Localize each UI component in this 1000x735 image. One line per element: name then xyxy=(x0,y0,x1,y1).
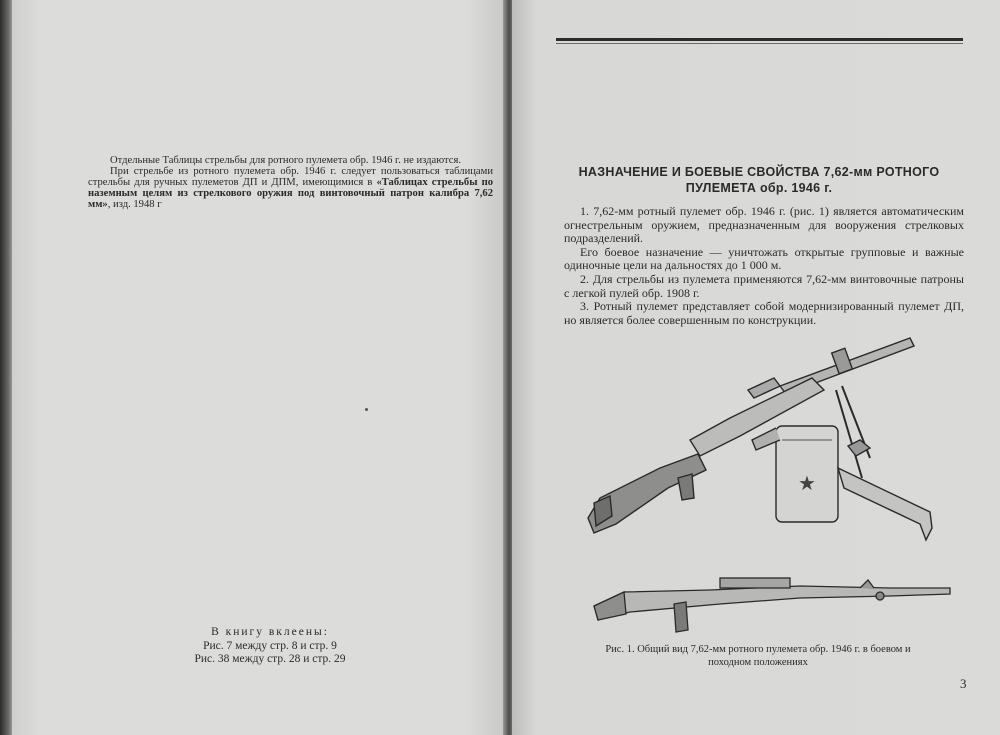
left-page xyxy=(12,0,506,735)
note-text-a: При стрельбе из ротного пулемета обр. 1946 г. следует пользоваться таблицами стрельбы для ручных пулеметов ДП и ДПМ, имеющимися в xyxy=(88,166,493,188)
paragraph-2: Его боевое назначение — уничтожать открытые групповые и важные одиночные цели на дальностях до 1 000 м. xyxy=(564,244,964,273)
figure-caption xyxy=(588,644,928,669)
note-paragraph-2 xyxy=(88,166,493,210)
title-line-1: НАЗНАЧЕНИЕ И БОЕВЫЕ СВОЙСТВА 7,62-мм РОТНОГО xyxy=(578,165,940,179)
inserts-header: В книгу вклеены: xyxy=(211,626,329,638)
caption-label: Рис. 1. xyxy=(605,644,635,655)
machine-gun-combat-illustration xyxy=(580,328,950,553)
inserts-line-1: Рис. 7 между стр. 8 и стр. 9 xyxy=(203,639,337,652)
paper-speck xyxy=(365,408,368,411)
note-text-bold: «Таблицах стрельбы по наземным целям из стрелкового оружия под винтовочный патрон калибра 7,62 мм» xyxy=(88,177,493,210)
header-rule-thin xyxy=(556,43,963,44)
note-paragraph-1: Отдельные Таблицы стрельбы для ротного пулемета обр. 1946 г. не издаются. xyxy=(110,155,462,166)
section-title xyxy=(560,164,958,196)
page-number: 3 xyxy=(960,676,967,691)
inserts-note xyxy=(150,626,390,667)
paragraph-4: 3. Ротный пулемет представляет собой модернизированный пулемет ДП, но является более совершенным по конструкции. xyxy=(564,299,964,327)
left-note xyxy=(88,155,493,210)
machine-gun-travel-illustration xyxy=(590,568,955,640)
note-text-b: , изд. 1948 г xyxy=(107,199,162,210)
header-rule xyxy=(556,38,963,41)
title-line-2: ПУЛЕМЕТА обр. 1946 г. xyxy=(685,181,833,195)
paragraph-3: 2. Для стрельбы из пулемета применяются 7,62-мм винтовочные патроны с легкой пулей обр. 1908 г. xyxy=(564,271,964,300)
inserts-line-2: Рис. 38 между стр. 28 и стр. 29 xyxy=(194,653,346,665)
caption-text: Общий вид 7,62-мм ротного пулемета обр. 1946 г. в боевом и походном положениях xyxy=(637,644,911,668)
body-text xyxy=(564,205,964,327)
svg-text:★: ★ xyxy=(798,471,816,495)
paragraph-1: 1. 7,62-мм ротный пулемет обр. 1946 г. (рис. 1) является автоматическим огнестрельным оружием, предназначенным для вооружения стрелковых подразделений. xyxy=(564,204,964,246)
